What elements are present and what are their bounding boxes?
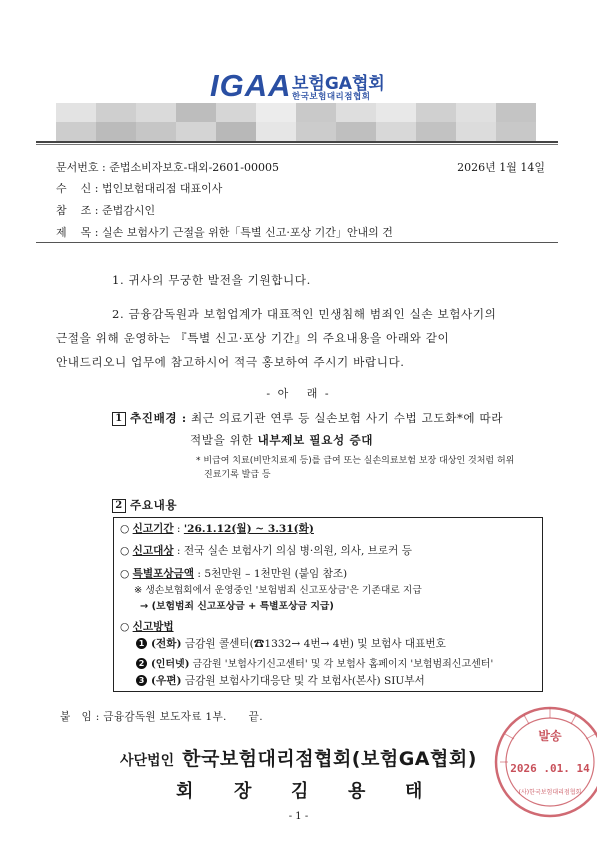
below-heading: - 아 래 - [266, 387, 331, 400]
sender-org [120, 744, 477, 771]
main-content-box [113, 517, 543, 692]
section-1-number: 1 [112, 412, 126, 426]
section-1-title: 추진배경 : [130, 411, 187, 425]
reward-row: ○ 특별포상금액 : 5천만원 – 1천만원 (붙임 참조) [120, 568, 348, 580]
section-1-note-line-1: * 비급여 치료(비만치료제 등)를 급여 또는 실손의료보험 보장 대상인 것처럼 허위 [196, 456, 515, 466]
doc-number: 준법소비자보호-대외-2601-00005 [109, 161, 279, 174]
header-rule [36, 141, 558, 143]
section-1-note-line-2: 진료기록 발급 등 [204, 470, 271, 480]
meta-rule [36, 242, 558, 243]
reference-row: 참 조 : 준법감시인 [56, 204, 156, 217]
seal-org: (사)한국보험대리점협회 [518, 789, 582, 796]
recipient-row: 수 신 : 법인보험대리점 대표이사 [56, 182, 223, 195]
president-char-3: 김 [291, 781, 309, 802]
method-row: ○ 신고방법 [120, 621, 174, 633]
section-1-line-2: 적발을 위한 내부제보 필요성 증대 [190, 433, 374, 447]
subject-row: 제 목 : 실손 보험사기 근절을 위한「특별 신고·포상 기간」안내의 건 [56, 226, 393, 239]
method-1-number: 1 [136, 638, 147, 649]
president-char-5: 태 [405, 781, 423, 802]
president-char-1: 회 [176, 781, 194, 802]
attachment-row: 붙 임 : 금융감독원 보도자료 1부. 끝. [60, 711, 263, 723]
paragraph-2-line-3: 안내드리오니 업무에 참고하시어 적극 홍보하여 주시기 바랍니다. [56, 355, 405, 369]
section-1-emphasis: 내부제보 필요성 증대 [257, 433, 374, 447]
president-char-2: 장 [234, 781, 252, 802]
section-2-heading [112, 497, 177, 513]
dispatch-seal-stamp [486, 696, 597, 826]
period-value: '26.1.12(월) ~ 3.31(화) [183, 523, 314, 535]
sender-name: 한국보험대리점협회(보험GA협회) [182, 748, 477, 770]
method-internet: 2 (인터넷) 금감원 '보험사기신고센터' 및 각 보험사 홈페이지 '보험범죄신고센터' [136, 655, 493, 670]
method-2-number: 2 [136, 658, 147, 669]
reward-note-1: ※ 생손보협회에서 운영중인 '보험범죄 신고포상금'은 기존대로 지급 [134, 585, 422, 596]
attachment-text: 금융감독원 보도자료 1부. 끝. [103, 711, 263, 723]
paragraph-2-line-2: 근절을 위해 운영하는 『특별 신고·포상 기간』의 주요내용을 아래와 같이 [56, 331, 450, 345]
method-3-number: 3 [136, 675, 147, 686]
page-number: - 1 - [288, 811, 309, 822]
recipient: 법인보험대리점 대표이사 [101, 182, 223, 195]
method-mail: 3 (우편) 금감원 보험사기대응단 및 각 보험사(본사) SIU부서 [136, 673, 425, 688]
reward-note-2: → (보험범죄 신고포상금 + 특별포상금 지급) [140, 601, 334, 612]
logo-brand: IGAA [210, 68, 292, 103]
reward-value: 5천만원 – 1천만원 (붙임 참조) [204, 568, 348, 580]
subject: 실손 보험사기 근절을 위한「특별 신고·포상 기간」안내의 건 [101, 226, 393, 239]
paragraph-2-line-1: 2. 금융감독원과 보험업계가 대표적인 민생침해 범죄인 실손 보험사기의 [112, 307, 497, 321]
paragraph-1: 1. 귀사의 무궁한 발전을 기원합니다. [112, 273, 311, 287]
target-row: ○ 신고대상 : 전국 실손 보험사기 의심 병·의원, 의사, 브로커 등 [120, 545, 412, 557]
header-rule-thin [36, 144, 558, 145]
sender-prefix: 사단법인 [120, 753, 175, 769]
doc-number-row: 문서번호 : 준법소비자보호-대외-2601-00005 [56, 161, 279, 174]
association-logo [210, 66, 410, 102]
section-2-number: 2 [112, 499, 126, 513]
section-2-title: 주요내용 [130, 498, 178, 512]
seal-date: 2026 .01. 14 [510, 762, 590, 775]
seal-top-text: 발송 [538, 729, 562, 743]
president-char-4: 용 [348, 781, 366, 802]
method-phone: 1 (전화) 금감원 콜센터(☎1332→ 4번→ 4번) 및 보험사 대표번호 [136, 636, 446, 651]
target-value: 전국 실손 보험사기 의심 병·의원, 의사, 브로커 등 [183, 545, 412, 557]
doc-date: 2026년 1월 14일 [457, 161, 545, 174]
redacted-address-mosaic [56, 103, 542, 141]
section-1-line-1: 1 추진배경 : 최근 의료기관 연루 등 실손보험 사기 수법 고도화*에 따라 [112, 410, 503, 426]
logo-name: 보험GA협회 [292, 74, 385, 94]
period-row: ○ 신고기간 : '26.1.12(월) ~ 3.31(화) [120, 523, 314, 535]
reference: 준법감시인 [101, 204, 156, 217]
logo-subname: 한국보험대리점협회 [292, 92, 371, 102]
